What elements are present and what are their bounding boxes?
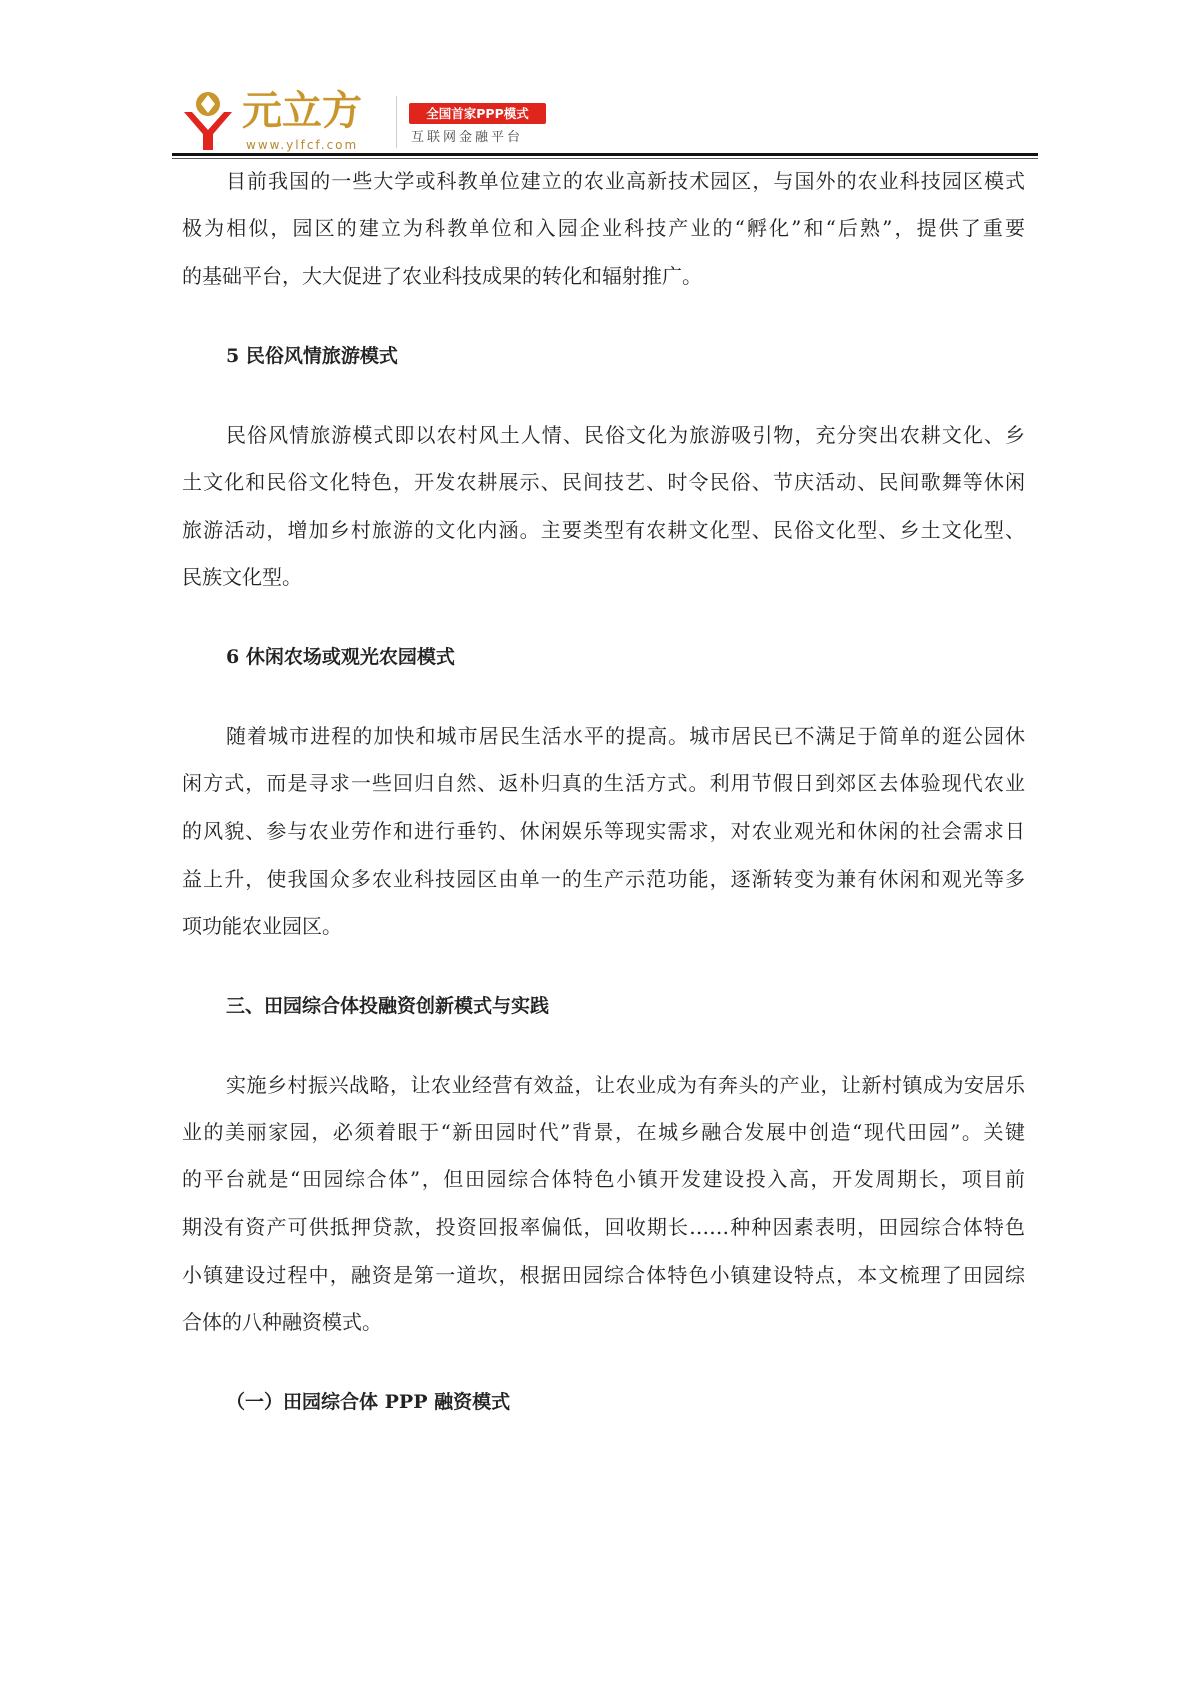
text-line: 极为相似，园区的建立为科教单位和入园企业科技产业的“孵化”和“后熟”，提供了重要: [182, 216, 1025, 240]
text-line: 随着城市进程的加快和城市居民生活水平的提高。城市居民已不满足于简单的逛公园休: [226, 724, 1025, 748]
heading-5: 5 民俗风情旅游模式: [226, 345, 398, 367]
text-line: 民俗风情旅游模式即以农村风土人情、民俗文化为旅游吸引物，充分突出农耕文化、乡: [226, 423, 1025, 447]
text-line: 土文化和民俗文化特色，开发农耕展示、民间技艺、时令民俗、节庆活动、民间歌舞等休闲: [182, 470, 1025, 494]
text-line: 目前我国的一些大学或科教单位建立的农业高新技术园区，与国外的农业科技园区模式: [226, 169, 1025, 193]
logo-text: 元立方: [242, 88, 362, 134]
subsection-heading: （一）田园综合体 PPP 融资模式: [226, 1391, 511, 1413]
text-line: 益上升，使我国众多农业科技园区由单一的生产示范功能，逐渐转变为兼有休闲和观光等多: [182, 867, 1025, 891]
header-rule-thin: [172, 158, 1038, 159]
text-line: 的基础平台，大大促进了农业科技成果的转化和辐射推广。: [182, 264, 702, 288]
text-line: 实施乡村振兴战略，让农业经营有效益，让农业成为有奔头的产业，让新村镇成为安居乐: [226, 1073, 1025, 1097]
text-line: 的风貌、参与农业劳作和进行垂钓、休闲娱乐等现实需求，对农业观光和休闲的社会需求日: [182, 819, 1025, 843]
logo-url: www.ylfcf.com: [246, 138, 359, 152]
heading-6: 6 休闲农场或观光农园模式: [226, 646, 455, 668]
text-line: 民族文化型。: [182, 565, 302, 589]
text-line: 小镇建设过程中，融资是第一道坎，根据田园综合体特色小镇建设特点，本文梳理了田园综: [182, 1263, 1025, 1287]
text-line: 业的美丽家园，必须着眼于“新田园时代”背景，在城乡融合发展中创造“现代田园”。关键: [182, 1120, 1025, 1144]
section-heading-3: 三、田园综合体投融资创新模式与实践: [226, 995, 550, 1017]
ppp-badge: 全国首家PPP模式: [409, 103, 546, 124]
text-line: 期没有资产可供抵押贷款，投资回报率偏低，回收期长……种种因素表明，田园综合体特色: [182, 1215, 1025, 1239]
text-line: 合体的八种融资模式。: [182, 1310, 382, 1334]
header-rule: [172, 153, 1038, 156]
logo-mark-icon: [180, 90, 236, 150]
header-divider: [396, 96, 397, 148]
text-line: 闲方式，而是寻求一些回归自然、返朴归真的生活方式。利用节假日到郊区去体验现代农业: [182, 771, 1025, 795]
slogan: 互联网金融平台: [411, 130, 524, 145]
text-line: 旅游活动，增加乡村旅游的文化内涵。主要类型有农耕文化型、民俗文化型、乡土文化型、: [182, 518, 1025, 542]
text-line: 项功能农业园区。: [182, 914, 342, 938]
text-line: 的平台就是“田园综合体”，但田园综合体特色小镇开发建设投入高，开发周期长，项目前: [182, 1167, 1025, 1191]
company-logo: [180, 90, 390, 154]
